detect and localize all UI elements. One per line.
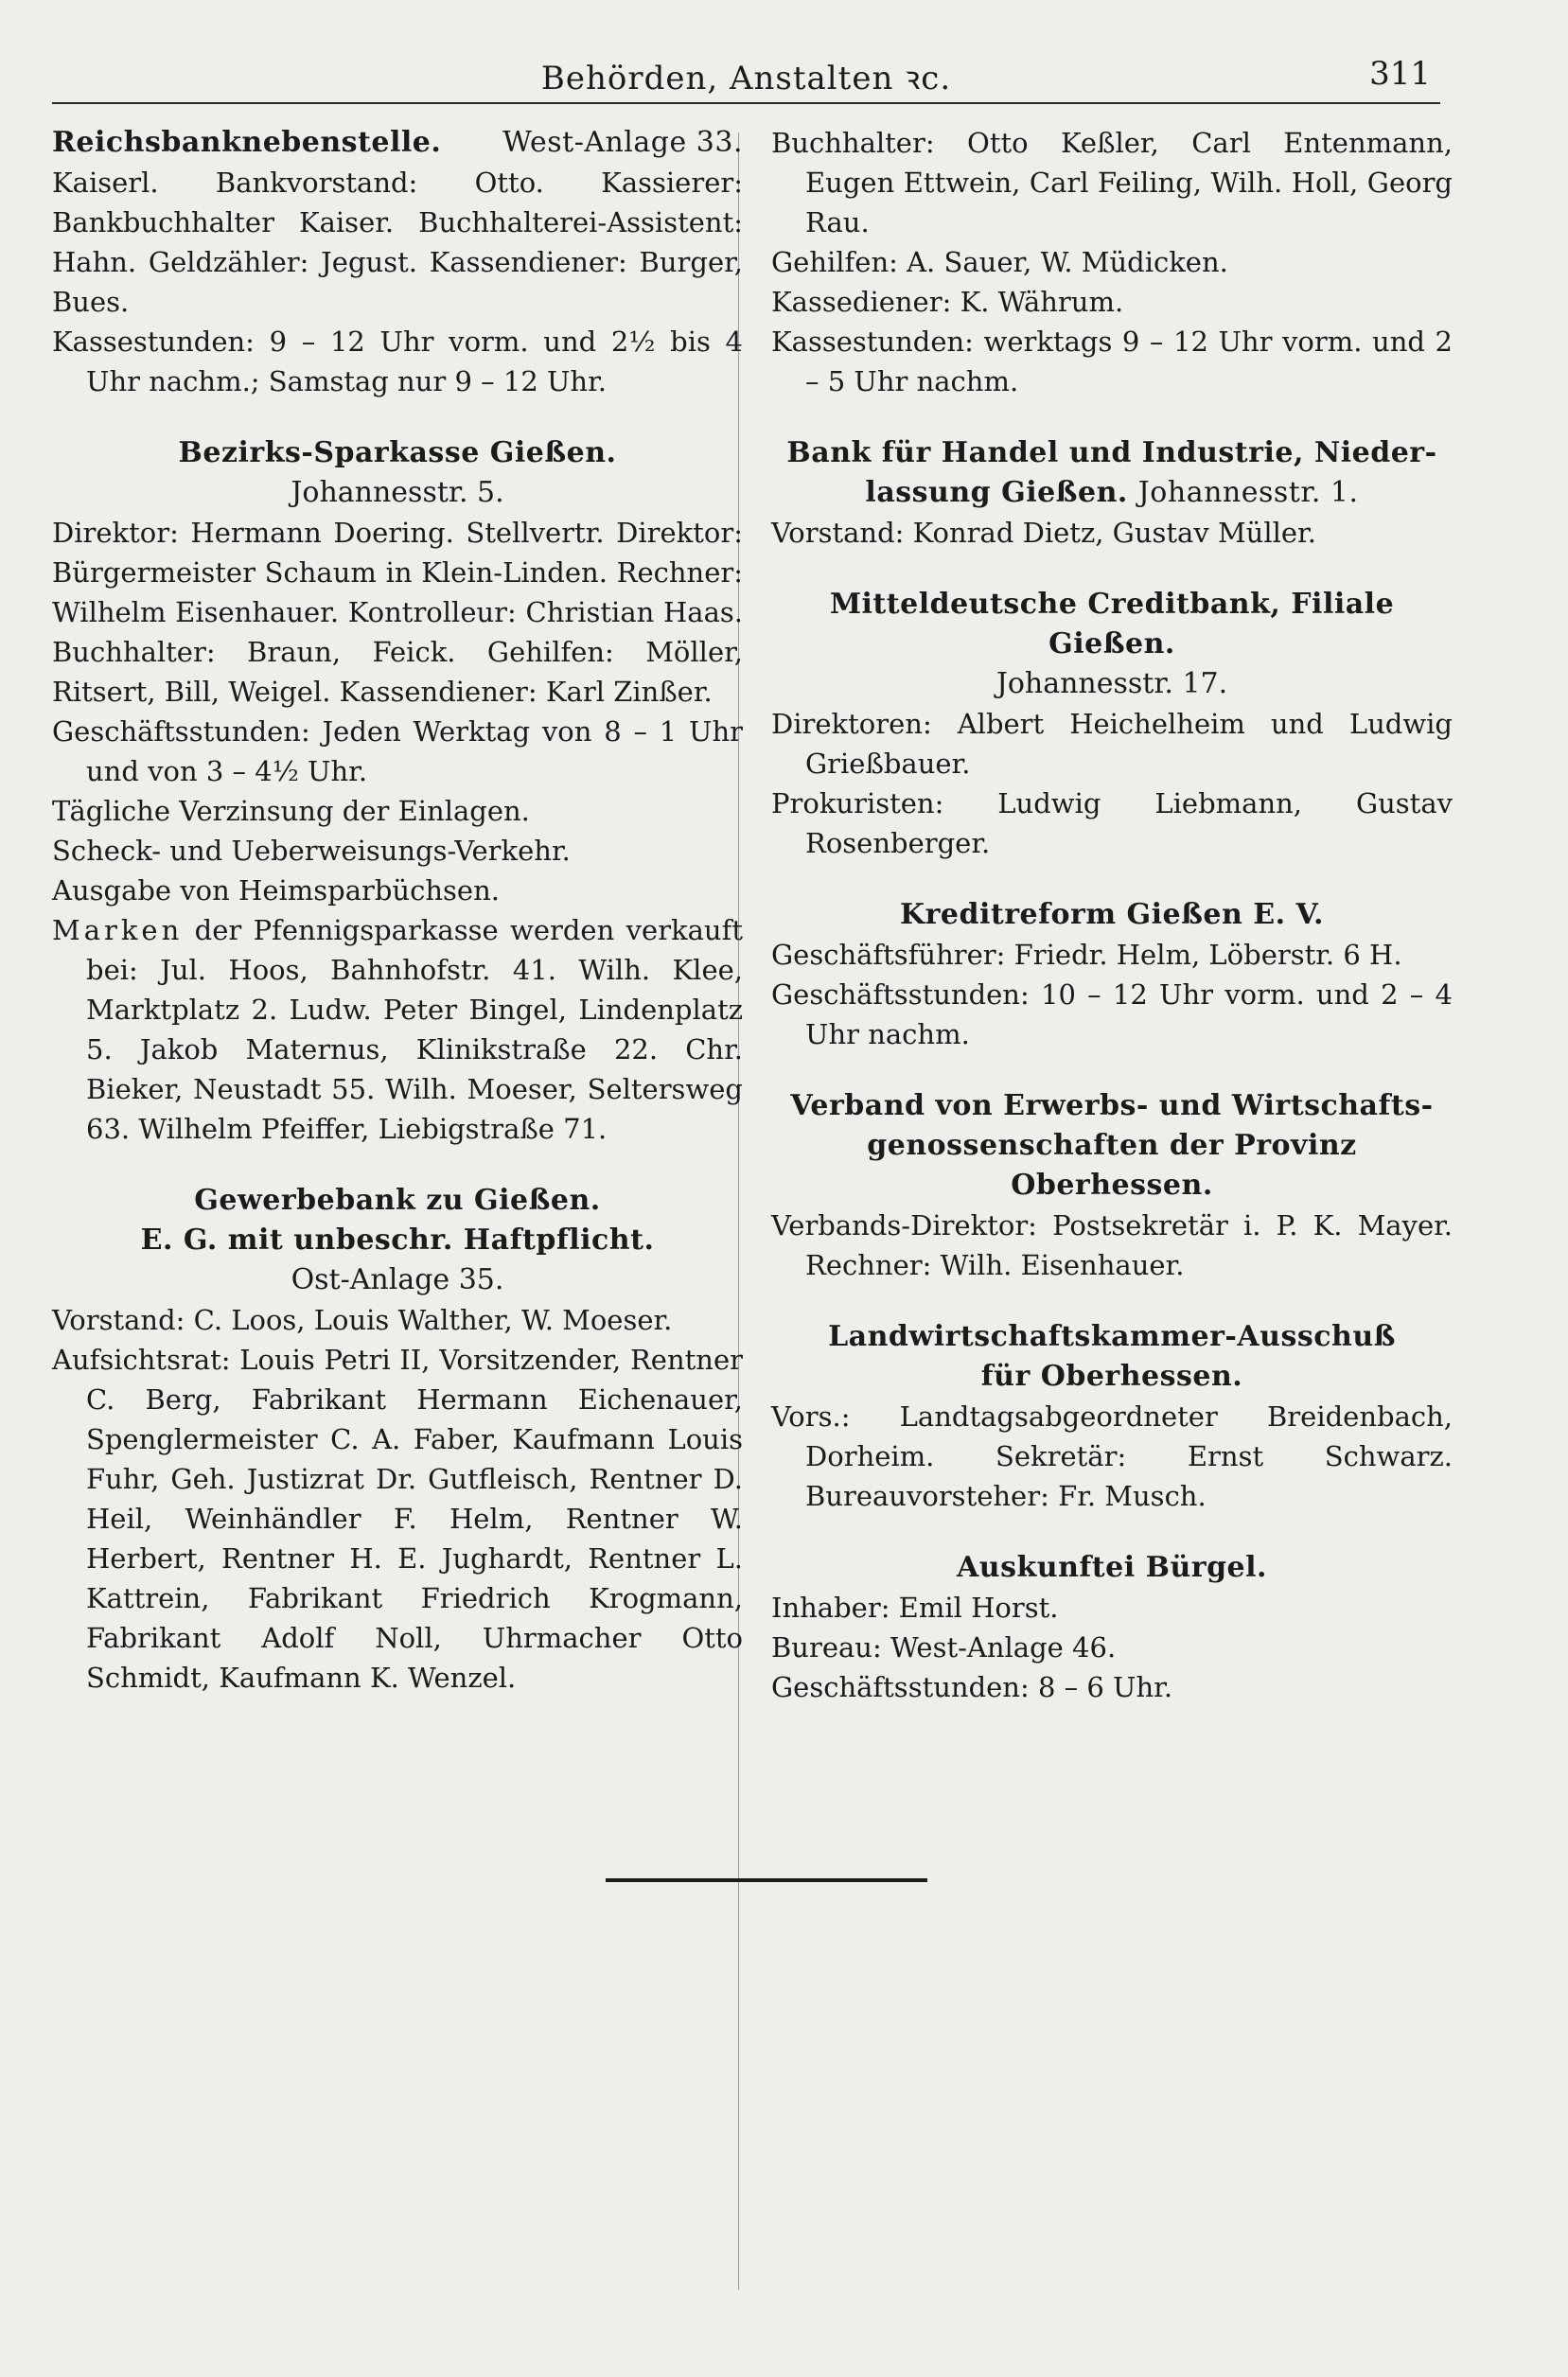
header-title: Behörden, Anstalten ꝛc. [540, 60, 952, 97]
reichsbank-address: West-Anlage 33. [502, 126, 743, 159]
gewerbebank-title-1: Gewerbebank zu Gießen. [194, 1184, 601, 1217]
mitteldeutsche-prokuristen: Prokuristen: Ludwig Liebmann, Gustav Rosenberger. [771, 787, 1453, 859]
mitteldeutsche-title: Mitteldeutsche Creditbank, Filiale Gießen. [829, 588, 1395, 660]
verband-staff: Verbands-Direktor: Postsekretär i. P. K. Mayer. Rechner: Wilh. Eisenhauer. [771, 1209, 1453, 1281]
running-header [52, 49, 1440, 104]
reichsbank-buchhalter: Buchhalter: Otto Keßler, Carl Entenmann, Eugen Ettwein, Carl Feiling, Wilh. Holl, Georg Rau. [771, 127, 1453, 238]
gewerbebank-title-2: E. G. mit unbeschr. Haftpflicht. [140, 1224, 655, 1257]
reichsbank-staff: Kaiserl. Bankvorstand: Otto. Kassierer: Bankbuchhalter Kaiser. Buchhalterei-Assistent: Hahn. Geldzähler: Jegust. Kassendiener: Burger, Bues. [52, 167, 743, 318]
section-reichsbank-continued [771, 123, 1453, 401]
gewerbebank-aufsichtsrat: Aufsichtsrat: Louis Petri II, Vorsitzender, Rentner C. Berg, Fabrikant Hermann Eichenauer, Spenglermeister C. A. Faber, Kaufmann Louis Fuhr, Geh. Justizrat Dr. Gutfleisch, Rentner D. Heil, Weinhändler F. Helm, Rentner W. Herbert, Rentner H. E. Jughardt, Rentner L. Kattrein, Fabrikant Friedrich Krogmann, Fabrikant Adolf Noll, Uhrmacher Otto Schmidt, Kaufmann K. Wenzel. [52, 1344, 743, 1694]
section-title [52, 123, 743, 163]
reichsbank-title: Reichsbanknebenstelle. [52, 126, 442, 159]
auskunftei-inhaber: Inhaber: Emil Horst. [771, 1592, 1059, 1624]
section-kreditreform [771, 895, 1453, 1054]
bank-handel-title-2-text: lassung Gießen. [865, 476, 1128, 509]
kreditreform-geschaeftsfuehrer: Geschäftsführer: Friedr. Helm, Löberstr. 6 H. [771, 939, 1402, 971]
kreditreform-title: Kreditreform Gießen E. V. [900, 898, 1324, 931]
end-rule [606, 1878, 927, 1882]
reichsbank-hours: Kassestunden: 9 – 12 Uhr vorm. und 2½ bis 4 Uhr nachm.; Samstag nur 9 – 12 Uhr. [52, 326, 743, 397]
gewerbebank-vorstand: Vorstand: C. Loos, Louis Walther, W. Moeser. [52, 1304, 673, 1336]
section-auskunftei [771, 1548, 1453, 1707]
section-verband [771, 1086, 1453, 1285]
sparkasse-line-scheck: Scheck- und Ueberweisungs-Verkehr. [52, 835, 571, 867]
bank-handel-address: Johannesstr. 1. [1137, 476, 1359, 509]
sparkasse-title: Bezirks-Sparkasse Gießen. [178, 436, 617, 469]
bank-handel-title-2 [771, 473, 1453, 513]
page-number: 311 [1369, 55, 1431, 93]
sparkasse-staff: Direktor: Hermann Doering. Stellvertr. Direktor: Bürgermeister Schaum in Klein-Linden. Rechner: Wilhelm Eisenhauer. Kontrolleur: Christian Haas. Buchhalter: Braun, Feick. Gehilfen: Möller, Ritsert, Bill, Weigel. Kassendiener: Karl Zinßer. [52, 517, 743, 708]
section-gewerbebank [52, 1181, 743, 1698]
sparkasse-line-verzinsung: Tägliche Verzinsung der Einlagen. [52, 795, 530, 827]
landwirtschaft-title-1: Landwirtschaftskammer-Ausschuß [828, 1320, 1396, 1353]
section-bank-handel [771, 433, 1453, 553]
section-mitteldeutsche [771, 585, 1453, 863]
landwirtschaft-title-2: für Oberhessen. [980, 1360, 1243, 1393]
bank-handel-vorstand: Vorstand: Konrad Dietz, Gustav Müller. [771, 517, 1316, 549]
auskunftei-bureau: Bureau: West-Anlage 46. [771, 1631, 1117, 1664]
sparkasse-address: Johannesstr. 5. [291, 476, 504, 509]
auskunftei-hours: Geschäftsstunden: 8 – 6 Uhr. [771, 1671, 1173, 1703]
section-landwirtschaft [771, 1317, 1453, 1516]
verband-title-1: Verband von Erwerbs- und Wirtschafts- [790, 1089, 1434, 1122]
marken-vendors: der Pfennigsparkasse werden verkauft bei: Jul. Hoos, Bahnhofstr. 41. Wilh. Klee, Marktplatz 2. Ludw. Peter Bingel, Lindenplatz 5. Jakob Maternus, Klinikstraße 22. Chr. Bieker, Neustadt 55. Wilh. Moeser, Seltersweg 63. Wilhelm Pfeiffer, Liebigstraße 71. [86, 914, 743, 1145]
reichsbank-gehilfen: Gehilfen: A. Sauer, W. Müdicken. [771, 246, 1228, 278]
gewerbebank-address: Ost-Anlage 35. [291, 1263, 504, 1296]
verband-title-2: genossenschaften der Provinz Oberhessen. [867, 1129, 1357, 1202]
landwirtschaft-staff: Vors.: Landtagsabgeordneter Breidenbach, Dorheim. Sekretär: Ernst Schwarz. Bureauvorsteher: Fr. Musch. [771, 1400, 1453, 1512]
section-reichsbank [52, 123, 743, 401]
sparkasse-line-heimspar: Ausgabe von Heimsparbüchsen. [52, 874, 500, 907]
sparkasse-hours: Geschäftsstunden: Jeden Werktag von 8 – 1 Uhr und von 3 – 4½ Uhr. [52, 715, 743, 787]
section-sparkasse [52, 433, 743, 1149]
left-column [52, 123, 743, 1730]
auskunftei-title: Auskunftei Bürgel. [957, 1551, 1267, 1584]
mitteldeutsche-direktoren: Direktoren: Albert Heichelheim und Ludwig Grießbauer. [771, 708, 1453, 780]
kreditreform-hours: Geschäftsstunden: 10 – 12 Uhr vorm. und 2 – 4 Uhr nachm. [771, 978, 1453, 1050]
reichsbank-kassediener: Kassediener: K. Währum. [771, 286, 1124, 318]
bank-handel-title-1: Bank für Handel und Industrie, Nieder- [786, 436, 1437, 469]
marken-lead: Marken [52, 914, 184, 946]
right-column [771, 123, 1453, 1739]
reichsbank-hours-2: Kassestunden: werktags 9 – 12 Uhr vorm. und 2 – 5 Uhr nachm. [771, 326, 1453, 397]
mitteldeutsche-address: Johannesstr. 17. [995, 667, 1228, 700]
sparkasse-marken [52, 910, 743, 1149]
